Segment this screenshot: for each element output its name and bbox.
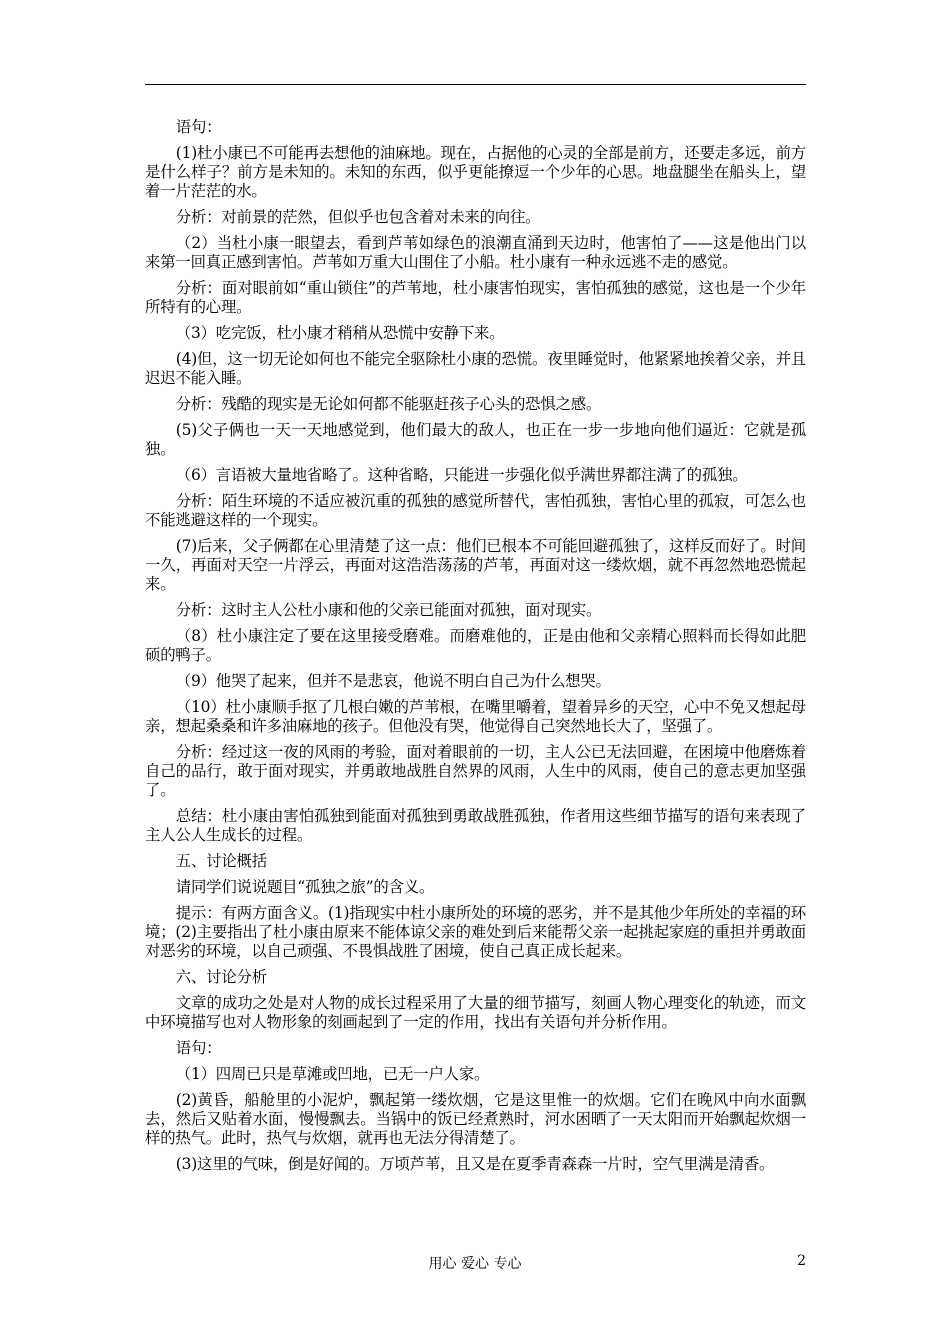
paragraph: 总结：杜小康由害怕孤独到能面对孤独到勇敢战胜孤独，作者用这些细节描写的语句来表现了主人公人生成长的过程。 [145, 807, 806, 844]
paragraph: 语句： [175, 1039, 222, 1057]
paragraph: 文章的成功之处是对人物的成长过程采用了大量的细节描写，刻画人物心理变化的轨迹，而文中环境描写也对人物形象的刻画起到了一定的作用，找出有关语句并分析作用。 [145, 994, 806, 1031]
paragraph: 提示：有两方面含义。(1)指现实中杜小康所处的环境的恶劣，并不是其他少年所处的幸福的环境；(2)主要指出了杜小康由原来不能体谅父亲的难处到后来能帮父亲一起挑起家庭的重担并勇敢面对恶劣的环境，以自己顽强、不畏惧战胜了困境，使自己真正成长起来。 [145, 904, 806, 960]
paragraph: 语句： [175, 118, 222, 136]
paragraph: （10）杜小康顺手抠了几根白嫩的芦苇根，在嘴里嚼着，望着异乡的天空，心中不免又想起母亲，想起桑桑和许多油麻地的孩子。但他没有哭，他觉得自己突然地长大了，坚强了。 [145, 698, 806, 735]
footer-text: 用心 爱心 专心 [428, 1256, 522, 1272]
document-body [145, 118, 806, 1181]
paragraph: (2)黄昏，船舱里的小泥炉，飘起第一缕炊烟，它是这里惟一的炊烟。它们在晚风中向水面飘去，然后又贴着水面，慢慢飘去。当锅中的饭已经煮熟时，河水困晒了一天太阳而开始飘起炊烟一样的热气。此时，热气与炊烟，就再也无法分得清楚了。 [145, 1091, 806, 1147]
paragraph: 分析：面对眼前如“重山锁住”的芦苇地，杜小康害怕现实，害怕孤独的感觉，这也是一个少年所特有的心理。 [145, 279, 806, 316]
paragraph: （9）他哭了起来，但并不是悲哀，他说不明白自己为什么想哭。 [175, 672, 611, 690]
paragraph: （1）四周已只是草滩或凹地，已无一户人家。 [175, 1065, 490, 1083]
paragraph: 分析：对前景的茫然，但似乎也包含着对未来的向往。 [175, 208, 541, 226]
paragraph: (1)杜小康已不可能再去想他的油麻地。现在，占据他的心灵的全部是前方，还要走多远，前方是什么样子？前方是未知的。未知的东西，似乎更能撩逗一个少年的心思。地盘腿坐在船头上，望着一片茫茫的水。 [145, 144, 806, 200]
paragraph: (3)这里的气味，倒是好闻的。万顷芦苇，且又是在夏季青森森一片时，空气里满是清香。 [175, 1155, 775, 1173]
paragraph: （6）言语被大量地省略了。这种省略，只能进一步强化似乎满世界都注满了的孤独。 [175, 466, 748, 484]
paragraph: 分析：这时主人公杜小康和他的父亲已能面对孤独，面对现实。 [175, 601, 602, 619]
paragraph: 分析：经过这一夜的风雨的考验，面对着眼前的一切，主人公已无法回避，在困境中他磨炼着自己的品行，敢于面对现实，并勇敢地战胜自然界的风雨，人生中的风雨，使自己的意志更加坚强了。 [145, 743, 806, 799]
paragraph: （2）当杜小康一眼望去，看到芦苇如绿色的浪潮直涌到天边时，他害怕了——这是他出门以来第一回真正感到害怕。芦苇如万重大山围住了小船。杜小康有一种永远逃不走的感觉。 [145, 234, 806, 271]
paragraph: （8）杜小康注定了要在这里接受磨难。而磨难他的，正是由他和父亲精心照料而长得如此肥硕的鸭子。 [145, 627, 806, 664]
paragraph: 请同学们说说题目“孤独之旅”的含义。 [175, 878, 435, 896]
paragraph: 分析：残酷的现实是无论如何都不能驱赶孩子心头的恐惧之感。 [175, 395, 602, 413]
section-heading: 六、讨论分析 [175, 968, 267, 986]
paragraph: (4)但，这一切无论如何也不能完全驱除杜小康的恐慌。夜里睡觉时，他紧紧地挨着父亲，并且迟迟不能入睡。 [145, 350, 806, 387]
paragraph: （3）吃完饭，杜小康才稍稍从恐慌中安静下来。 [175, 324, 505, 342]
page-number: 2 [797, 1253, 806, 1269]
header-rule [145, 84, 806, 85]
section-heading: 五、讨论概括 [175, 852, 267, 870]
paragraph: (5)父子俩也一天一天地感觉到，他们最大的敌人，也正在一步一步地向他们逼近：它就是孤独。 [145, 421, 806, 458]
paragraph: (7)后来，父子俩都在心里清楚了这一点：他们已根本不可能回避孤独了，这样反而好了。时间一久，再面对天空一片浮云，再面对这浩浩荡荡的芦苇，再面对这一缕炊烟，就不再忽然地恐慌起来。 [145, 537, 806, 593]
paragraph: 分析：陌生环境的不适应被沉重的孤独的感觉所替代，害怕孤独，害怕心里的孤寂，可怎么也不能逃避这样的一个现实。 [145, 492, 806, 529]
